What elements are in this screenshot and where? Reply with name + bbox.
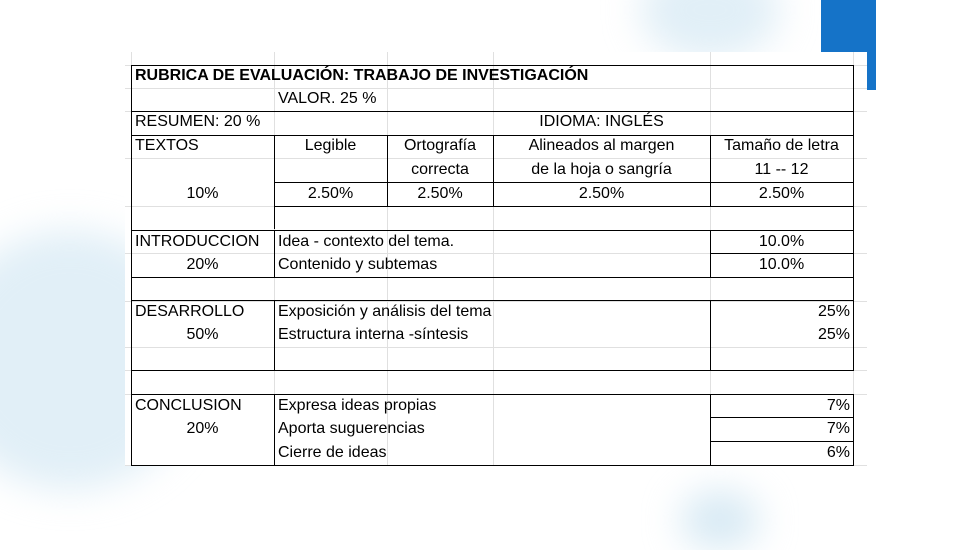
introduccion-item: Idea - contexto del tema.	[278, 233, 455, 250]
criterion-tamano-line2: 11 -- 12	[754, 161, 809, 178]
introduccion-percent: 20%	[186, 256, 219, 273]
conclusion-label: CONCLUSION	[135, 397, 242, 414]
conclusion-item: Aporta suguerencias	[278, 420, 425, 437]
criterion-weight: 2.50%	[307, 185, 354, 202]
introduccion-label: INTRODUCCION	[135, 233, 260, 250]
introduccion-weight: 10.0%	[758, 256, 805, 273]
rubric-title: RUBRICA DE EVALUACIÓN: TRABAJO DE INVESTIGACIÓN	[135, 67, 589, 84]
conclusion-item: Expresa ideas propias	[278, 397, 437, 414]
criterion-legible: Legible	[304, 137, 357, 154]
desarrollo-item: Exposición y análisis del tema	[278, 303, 492, 320]
textos-label: TEXTOS	[135, 137, 199, 154]
criterion-ortografia-line2: correcta	[411, 161, 469, 178]
criterion-alineados-line2: de la hoja o sangría	[531, 161, 672, 178]
conclusion-percent: 20%	[186, 420, 219, 437]
introduccion-item: Contenido y subtemas	[278, 256, 438, 273]
desarrollo-label: DESARROLLO	[135, 303, 245, 320]
background-blob	[680, 490, 760, 550]
criterion-alineados: Alineados al margen	[528, 137, 675, 154]
conclusion-weight: 7%	[826, 397, 850, 414]
conclusion-item: Cierre de ideas	[278, 444, 387, 461]
criterion-ortografia: Ortografía	[403, 137, 477, 154]
criterion-tamano: Tamaño de letra	[724, 137, 839, 154]
resumen-label: RESUMEN: 20 %	[135, 113, 261, 130]
desarrollo-percent: 50%	[186, 326, 219, 343]
rubric-sheet	[125, 52, 867, 466]
criterion-weight: 2.50%	[578, 185, 625, 202]
criterion-weight: 2.50%	[758, 185, 805, 202]
desarrollo-weight: 25%	[817, 303, 850, 320]
background-blob	[640, 0, 780, 60]
criterion-weight: 2.50%	[417, 185, 463, 202]
conclusion-weight: 7%	[826, 420, 850, 437]
textos-percent: 10%	[186, 185, 219, 202]
desarrollo-weight: 25%	[817, 326, 850, 343]
desarrollo-item: Estructura interna -síntesis	[278, 326, 469, 343]
introduccion-weight: 10.0%	[758, 233, 805, 250]
idioma-label: IDIOMA: INGLÉS	[539, 113, 664, 130]
conclusion-weight: 6%	[826, 444, 850, 461]
valor-label: VALOR. 25 %	[278, 90, 377, 107]
